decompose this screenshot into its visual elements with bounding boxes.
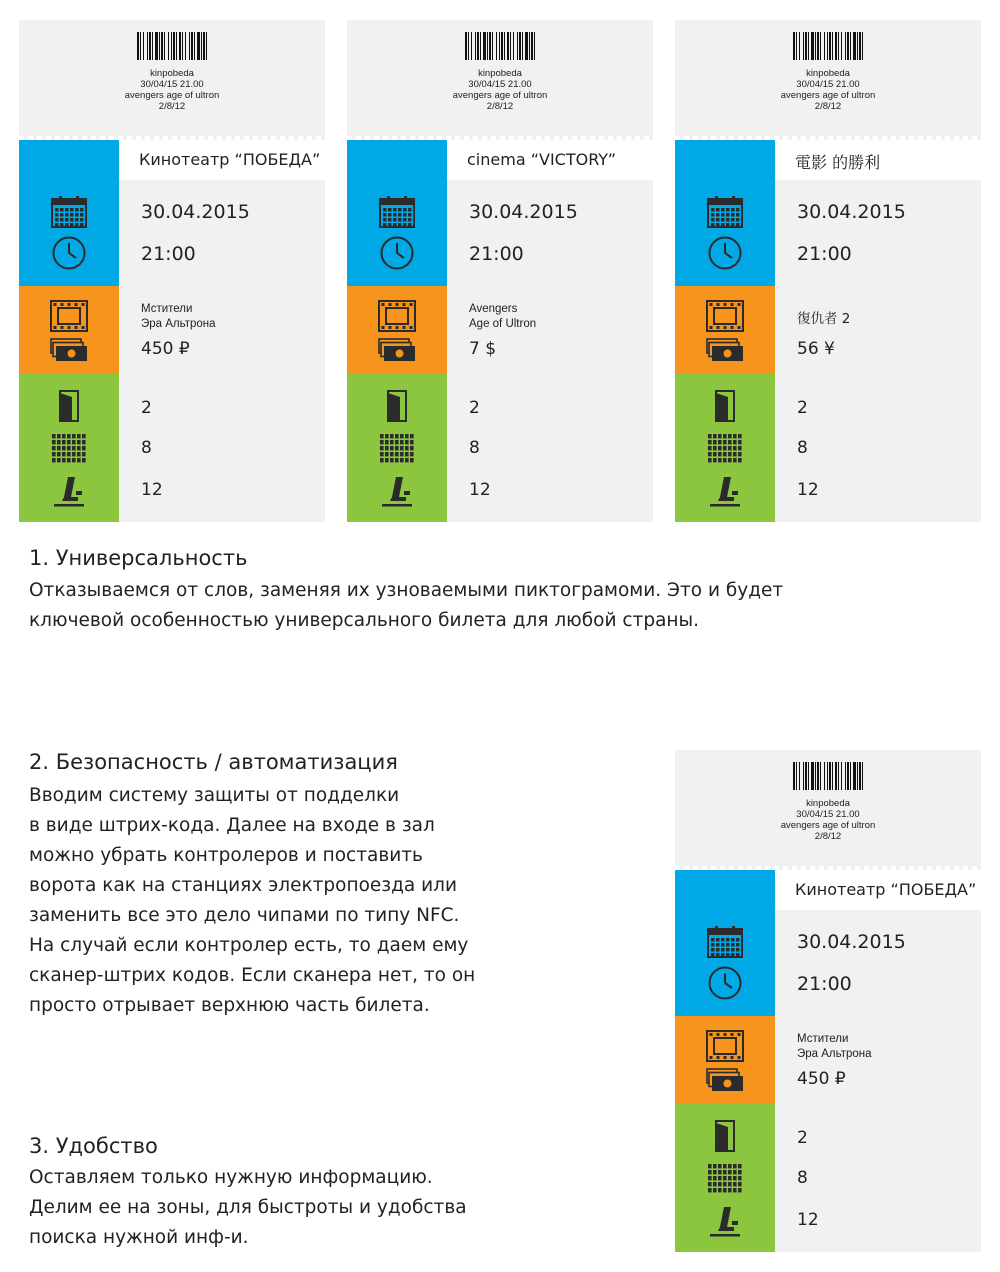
paragraph-line: Оставляем только нужную информацию. xyxy=(29,1167,433,1188)
door-icon xyxy=(57,390,81,422)
ticket-example xyxy=(675,750,981,1252)
price-value: 450 ₽ xyxy=(797,1069,846,1089)
calendar-icon xyxy=(379,196,415,228)
film-icon xyxy=(706,1030,744,1062)
stub-line: 2/8/12 xyxy=(814,831,842,842)
seat-icon xyxy=(708,475,742,509)
section-heading-convenience: 3. Удобство xyxy=(29,1134,158,1158)
clock-icon xyxy=(380,236,414,270)
movie-title-line: Эра Альтрона xyxy=(797,1048,872,1060)
row-grid-icon xyxy=(707,1163,743,1193)
movie-title-line: Эра Альтрона xyxy=(141,318,216,330)
cinema-name-bar xyxy=(447,140,653,180)
paragraph-line: Вводим систему защиты от подделки xyxy=(29,785,400,806)
movie-title-line: Мстители xyxy=(141,303,193,315)
cinema-name: Кинотеатр “ПОБЕДА” xyxy=(795,880,977,899)
row-grid-icon xyxy=(379,433,415,463)
row-value: 8 xyxy=(141,438,152,458)
barcode-icon xyxy=(793,32,863,60)
section-body-universality xyxy=(29,576,783,636)
ticket-stub xyxy=(675,750,981,868)
money-icon xyxy=(706,1068,744,1092)
date-value: 30.04.2015 xyxy=(141,201,250,223)
stub-line: 30/04/15 21.00 xyxy=(140,79,204,90)
movie-title xyxy=(141,302,216,332)
movie-title-line: Age of Ultron xyxy=(469,318,537,330)
price-value: 56 ¥ xyxy=(797,339,835,359)
calendar-icon xyxy=(707,196,743,228)
movie-title xyxy=(797,1032,872,1062)
stub-line: kinpobeda xyxy=(478,68,522,79)
section-body-convenience xyxy=(29,1163,467,1253)
paragraph-line: Отказываемся от слов, заменяя их узноваемыми пиктограмоми. Это и будет xyxy=(29,580,784,601)
barcode-icon xyxy=(137,32,207,60)
film-icon xyxy=(706,300,744,332)
movie-title-line: Мстители xyxy=(797,1033,849,1045)
seat-value: 12 xyxy=(797,480,819,500)
row-value: 8 xyxy=(797,1168,808,1188)
calendar-icon xyxy=(51,196,87,228)
movie-title xyxy=(469,302,536,332)
hall-value: 2 xyxy=(141,398,152,418)
seat-icon xyxy=(708,1205,742,1239)
time-value: 21:00 xyxy=(797,973,852,995)
stub-line: 2/8/12 xyxy=(158,101,186,112)
ticket-chinese xyxy=(675,20,981,522)
ticket-russian xyxy=(19,20,325,522)
paragraph-line: заменить все это дело чипами по типу NFC. xyxy=(29,905,460,926)
stub-line: 30/04/15 21.00 xyxy=(796,79,860,90)
paragraph-line: ключевой особенностью универсального билета для любой страны. xyxy=(29,610,699,631)
stub-line: avengers age of ultron xyxy=(780,90,876,101)
seat-value: 12 xyxy=(141,480,163,500)
row-value: 8 xyxy=(797,438,808,458)
paragraph-line: в виде штрих-кода. Далее на входе в зал xyxy=(29,815,435,836)
section-heading-security: 2. Безопасность / автоматизация xyxy=(29,750,398,774)
cinema-name: cinema “VICTORY” xyxy=(467,150,617,169)
stub-text xyxy=(347,68,653,112)
stub-line: kinpobeda xyxy=(806,798,850,809)
price-value: 450 ₽ xyxy=(141,339,190,359)
money-icon xyxy=(50,338,88,362)
ticket-stub xyxy=(19,20,325,138)
clock-icon xyxy=(52,236,86,270)
date-value: 30.04.2015 xyxy=(797,201,906,223)
time-value: 21:00 xyxy=(141,243,196,265)
cinema-name: Кинотеатр “ПОБЕДА” xyxy=(139,150,321,169)
time-value: 21:00 xyxy=(469,243,524,265)
clock-icon xyxy=(708,966,742,1000)
stub-line: 2/8/12 xyxy=(486,101,514,112)
stub-text xyxy=(675,798,981,842)
section-body-security xyxy=(29,781,475,1021)
stub-line: kinpobeda xyxy=(806,68,850,79)
paragraph-line: можно убрать контролеров и поставить xyxy=(29,845,423,866)
stub-line: avengers age of ultron xyxy=(124,90,220,101)
paragraph-line: поиска нужной инф-и. xyxy=(29,1227,249,1248)
date-value: 30.04.2015 xyxy=(469,201,578,223)
paragraph-line: Делим ее на зоны, для быстроты и удобства xyxy=(29,1197,467,1218)
barcode-icon xyxy=(793,762,863,790)
stub-line: kinpobeda xyxy=(150,68,194,79)
hall-value: 2 xyxy=(469,398,480,418)
stub-line: avengers age of ultron xyxy=(452,90,548,101)
movie-title: 復仇者 2 xyxy=(797,311,851,327)
stub-line: 2/8/12 xyxy=(814,101,842,112)
stub-line: 30/04/15 21.00 xyxy=(796,809,860,820)
barcode-icon xyxy=(465,32,535,60)
film-icon xyxy=(50,300,88,332)
money-icon xyxy=(706,338,744,362)
cinema-name-bar xyxy=(775,870,981,910)
stub-text xyxy=(19,68,325,112)
seat-value: 12 xyxy=(469,480,491,500)
time-value: 21:00 xyxy=(797,243,852,265)
paragraph-line: сканер-штрих кодов. Если сканера нет, то он xyxy=(29,965,476,986)
door-icon xyxy=(713,1120,737,1152)
price-value: 7 $ xyxy=(469,339,497,359)
paragraph-line: просто отрывает верхнюю часть билета. xyxy=(29,995,430,1016)
seat-icon xyxy=(380,475,414,509)
cinema-name: 電影 的勝利 xyxy=(795,153,881,172)
ticket-stub xyxy=(675,20,981,138)
stub-line: avengers age of ultron xyxy=(780,820,876,831)
stub-text xyxy=(675,68,981,112)
hall-value: 2 xyxy=(797,398,808,418)
date-value: 30.04.2015 xyxy=(797,931,906,953)
seat-icon xyxy=(52,475,86,509)
money-icon xyxy=(378,338,416,362)
film-icon xyxy=(378,300,416,332)
hall-value: 2 xyxy=(797,1128,808,1148)
seat-value: 12 xyxy=(797,1210,819,1230)
clock-icon xyxy=(708,236,742,270)
paragraph-line: ворота как на станциях электропоезда или xyxy=(29,875,457,896)
ticket-english xyxy=(347,20,653,522)
cinema-name-bar xyxy=(119,140,325,180)
stub-line: 30/04/15 21.00 xyxy=(468,79,532,90)
section-heading-universality: 1. Универсальность xyxy=(29,546,248,570)
calendar-icon xyxy=(707,926,743,958)
door-icon xyxy=(713,390,737,422)
paragraph-line: На случай если контролер есть, то даем ему xyxy=(29,935,469,956)
movie-title-line: Avengers xyxy=(469,303,518,315)
ticket-stub xyxy=(347,20,653,138)
row-grid-icon xyxy=(707,433,743,463)
row-value: 8 xyxy=(469,438,480,458)
cinema-name-bar xyxy=(775,140,981,180)
row-grid-icon xyxy=(51,433,87,463)
door-icon xyxy=(385,390,409,422)
